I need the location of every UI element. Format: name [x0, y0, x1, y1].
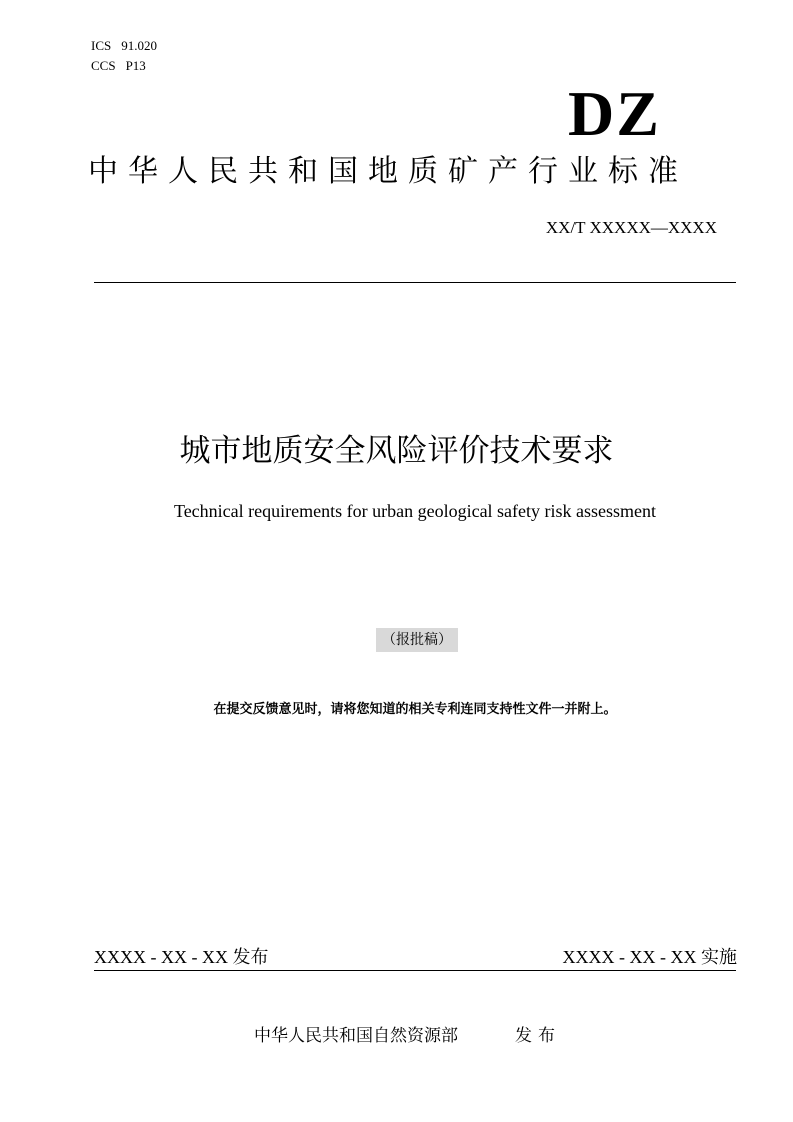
- implementation-date: XXXX - XX - XX 实施: [562, 947, 737, 967]
- release-date: XXXX - XX - XX 发布: [94, 947, 269, 967]
- issuing-authority: 中华人民共和国自然资源部: [254, 1026, 458, 1046]
- ccs-classification: [91, 58, 146, 74]
- footer-divider: [94, 970, 736, 971]
- draft-status-badge: （报批稿）: [376, 628, 458, 652]
- standard-category-title: 中华人民共和国地质矿产行业标准: [88, 154, 688, 189]
- ccs-code: P13: [125, 58, 146, 73]
- ics-classification: [91, 38, 157, 54]
- standard-number: XX/T XXXXX—XXXX: [545, 218, 717, 237]
- ics-code: 91.020: [121, 38, 157, 53]
- patent-feedback-note: 在提交反馈意见时，请将您知道的相关专利连同支持性文件一并附上。: [213, 702, 617, 717]
- ccs-label: CCS: [91, 58, 116, 73]
- document-title-english: Technical requirements for urban geological safety risk assessment: [173, 501, 657, 521]
- standard-mark: DZ: [568, 78, 661, 149]
- ics-label: ICS: [91, 38, 112, 53]
- issue-action: 发布: [515, 1026, 561, 1046]
- document-title-chinese: 城市地质安全风险评价技术要求: [179, 433, 614, 469]
- header-divider: [94, 282, 736, 283]
